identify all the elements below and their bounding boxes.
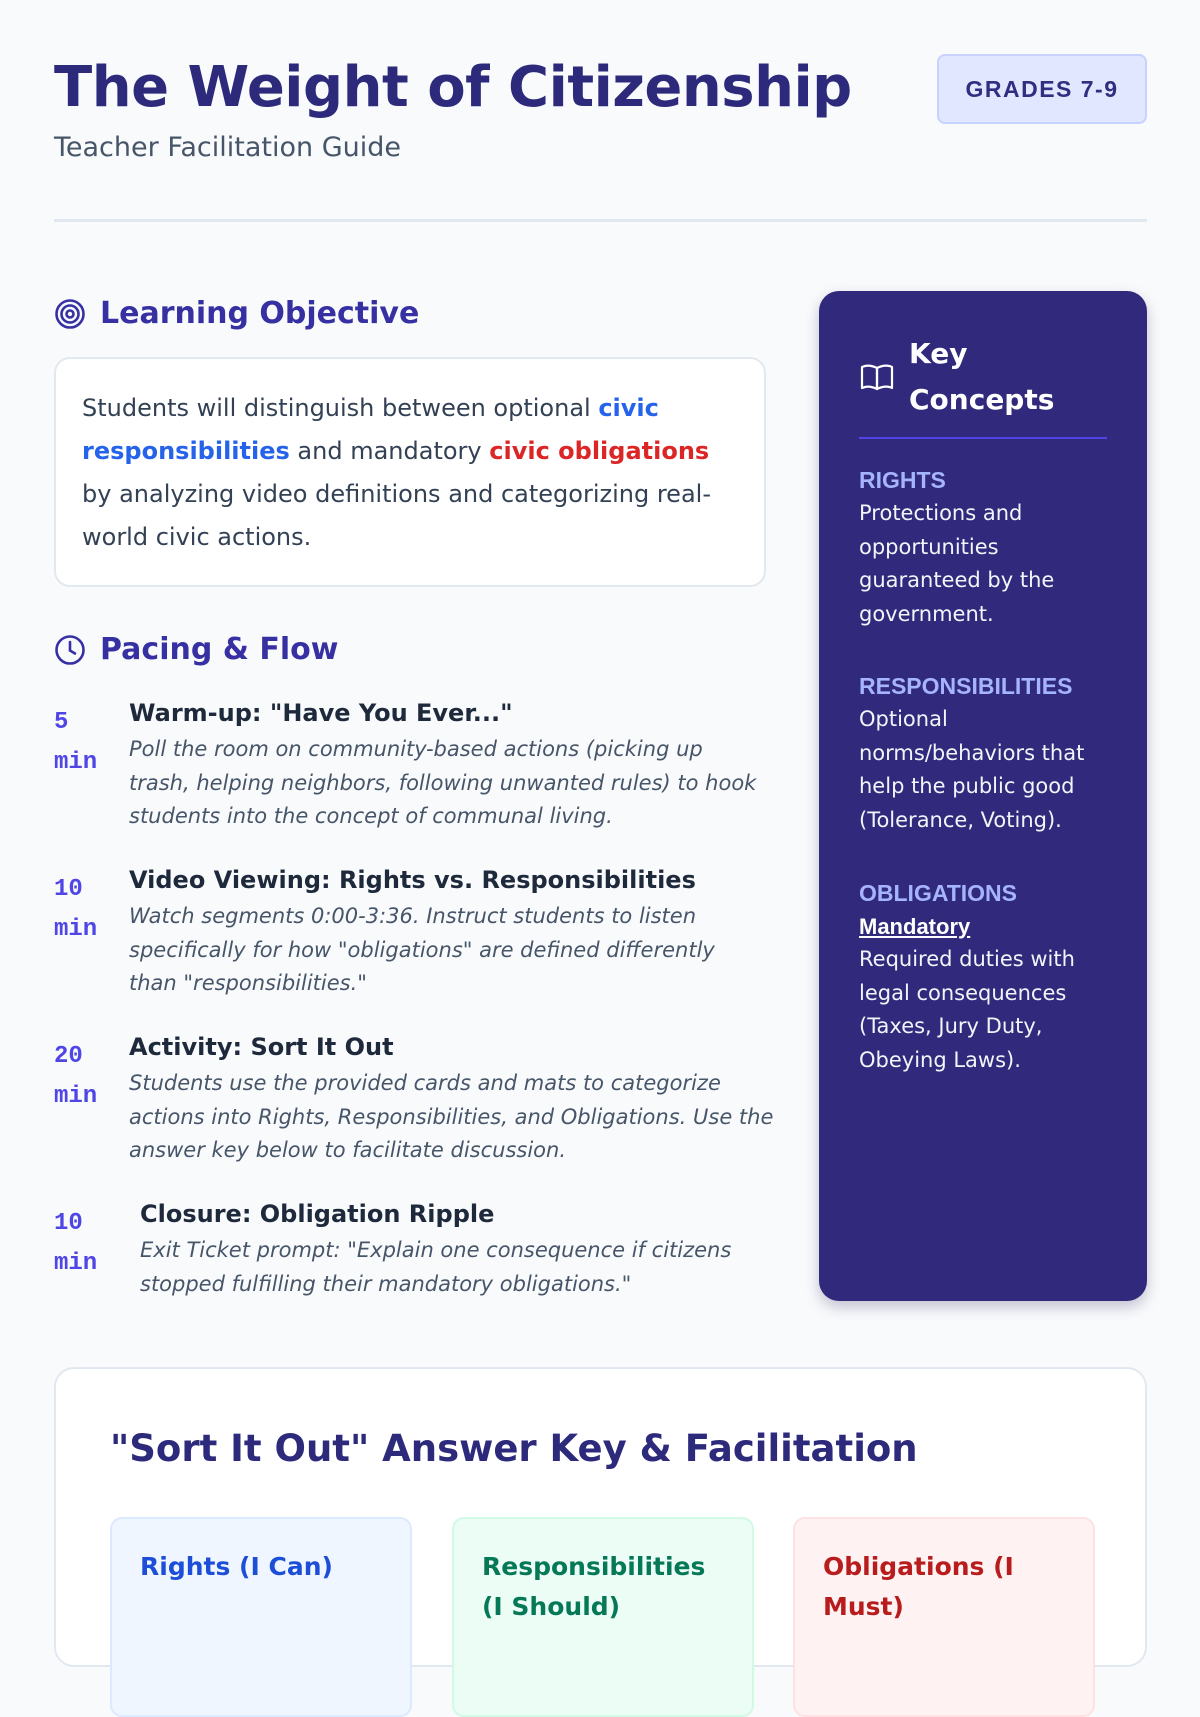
pacing-item-description: Poll the room on community-based actions (picking up trash, helping neighbors, following unwanted rules) to hook students into the concept of communal living.: [129, 737, 757, 828]
answer-key-card: [54, 1367, 1147, 1667]
concept-term: OBLIGATIONS: [859, 880, 1018, 906]
obligations-column: [793, 1517, 1095, 1717]
answer-key-title: "Sort It Out" Answer Key & Facilitation: [110, 1427, 918, 1470]
page-title: The Weight of Citizenship: [54, 55, 852, 120]
pacing-body: [129, 1031, 779, 1168]
pacing-item-description: Students use the provided cards and mats to categorize actions into Rights, Responsibilities, and Obligations. Use the answer key below to facilitate discussion.: [129, 1071, 774, 1162]
pacing-heading: [54, 632, 338, 667]
objective-text: and mandatory: [289, 437, 490, 465]
responsibilities-column: [452, 1517, 754, 1717]
objective-text: Students will distinguish between optional: [82, 394, 599, 422]
concept-emphasis: Mandatory: [859, 914, 971, 939]
pacing-time: 20 min: [54, 1043, 98, 1110]
objective-heading: [54, 296, 419, 331]
concept-term: RIGHTS: [859, 467, 946, 493]
concept-responsibilities: [859, 669, 1107, 837]
page-subtitle: Teacher Facilitation Guide: [54, 132, 401, 163]
pacing-body: [140, 1198, 780, 1301]
pacing-item-description: Watch segments 0:00-3:36. Instruct students to listen specifically for how "obligations" are defined differently than "responsibilities.": [129, 904, 715, 995]
objective-text: by analyzing video definitions and categorizing real-world civic actions.: [82, 480, 711, 551]
book-open-icon: [859, 359, 895, 395]
pacing-item-title: Closure: Obligation Ripple: [140, 1200, 495, 1228]
header-divider: [54, 219, 1147, 222]
concept-definition: Protections and opportunities guaranteed by the government.: [859, 501, 1055, 626]
key-concepts-divider: [859, 437, 1107, 439]
objective-card: [54, 357, 766, 587]
target-icon: [54, 298, 86, 330]
concept-definition: Optional norms/behaviors that help the public good (Tolerance, Voting).: [859, 707, 1085, 832]
concept-rights: [859, 463, 1107, 631]
responsibilities-highlight: civic responsibilities: [82, 394, 659, 465]
pacing-time: 5 min: [54, 709, 98, 776]
pacing-item-title: Video Viewing: Rights vs. Responsibilities: [129, 866, 696, 894]
obligations-column-label: Obligations (I Must): [823, 1552, 1014, 1621]
key-concepts-title: Key Concepts: [909, 337, 1055, 416]
key-concepts-panel: [819, 291, 1147, 1301]
pacing-body: [129, 864, 769, 1001]
pacing-item-description: Exit Ticket prompt: "Explain one consequence if citizens stopped fulfilling their mandatory obligations.": [140, 1238, 732, 1296]
clock-icon: [54, 634, 86, 666]
objective-title: Learning Objective: [100, 296, 420, 331]
pacing-time: 10 min: [54, 1210, 98, 1277]
rights-column: [110, 1517, 412, 1717]
key-concepts-heading: [859, 331, 1107, 423]
concept-obligations: [859, 876, 1107, 1077]
page-header: [54, 48, 1147, 163]
concept-term: RESPONSIBILITIES: [859, 673, 1073, 699]
pacing-item-title: Activity: Sort It Out: [129, 1033, 394, 1061]
pacing-title: Pacing & Flow: [100, 632, 339, 667]
concept-definition: Required duties with legal consequences (Taxes, Jury Duty, Obeying Laws).: [859, 947, 1075, 1072]
pacing-time: 10 min: [54, 876, 98, 943]
obligations-highlight: civic obligations: [489, 437, 710, 465]
grade-badge: GRADES 7-9: [937, 54, 1147, 124]
pacing-body: [129, 697, 769, 834]
pacing-item-title: Warm-up: "Have You Ever...": [129, 699, 513, 727]
responsibilities-column-label: Responsibilities (I Should): [482, 1552, 706, 1621]
rights-column-label: Rights (I Can): [140, 1552, 333, 1581]
